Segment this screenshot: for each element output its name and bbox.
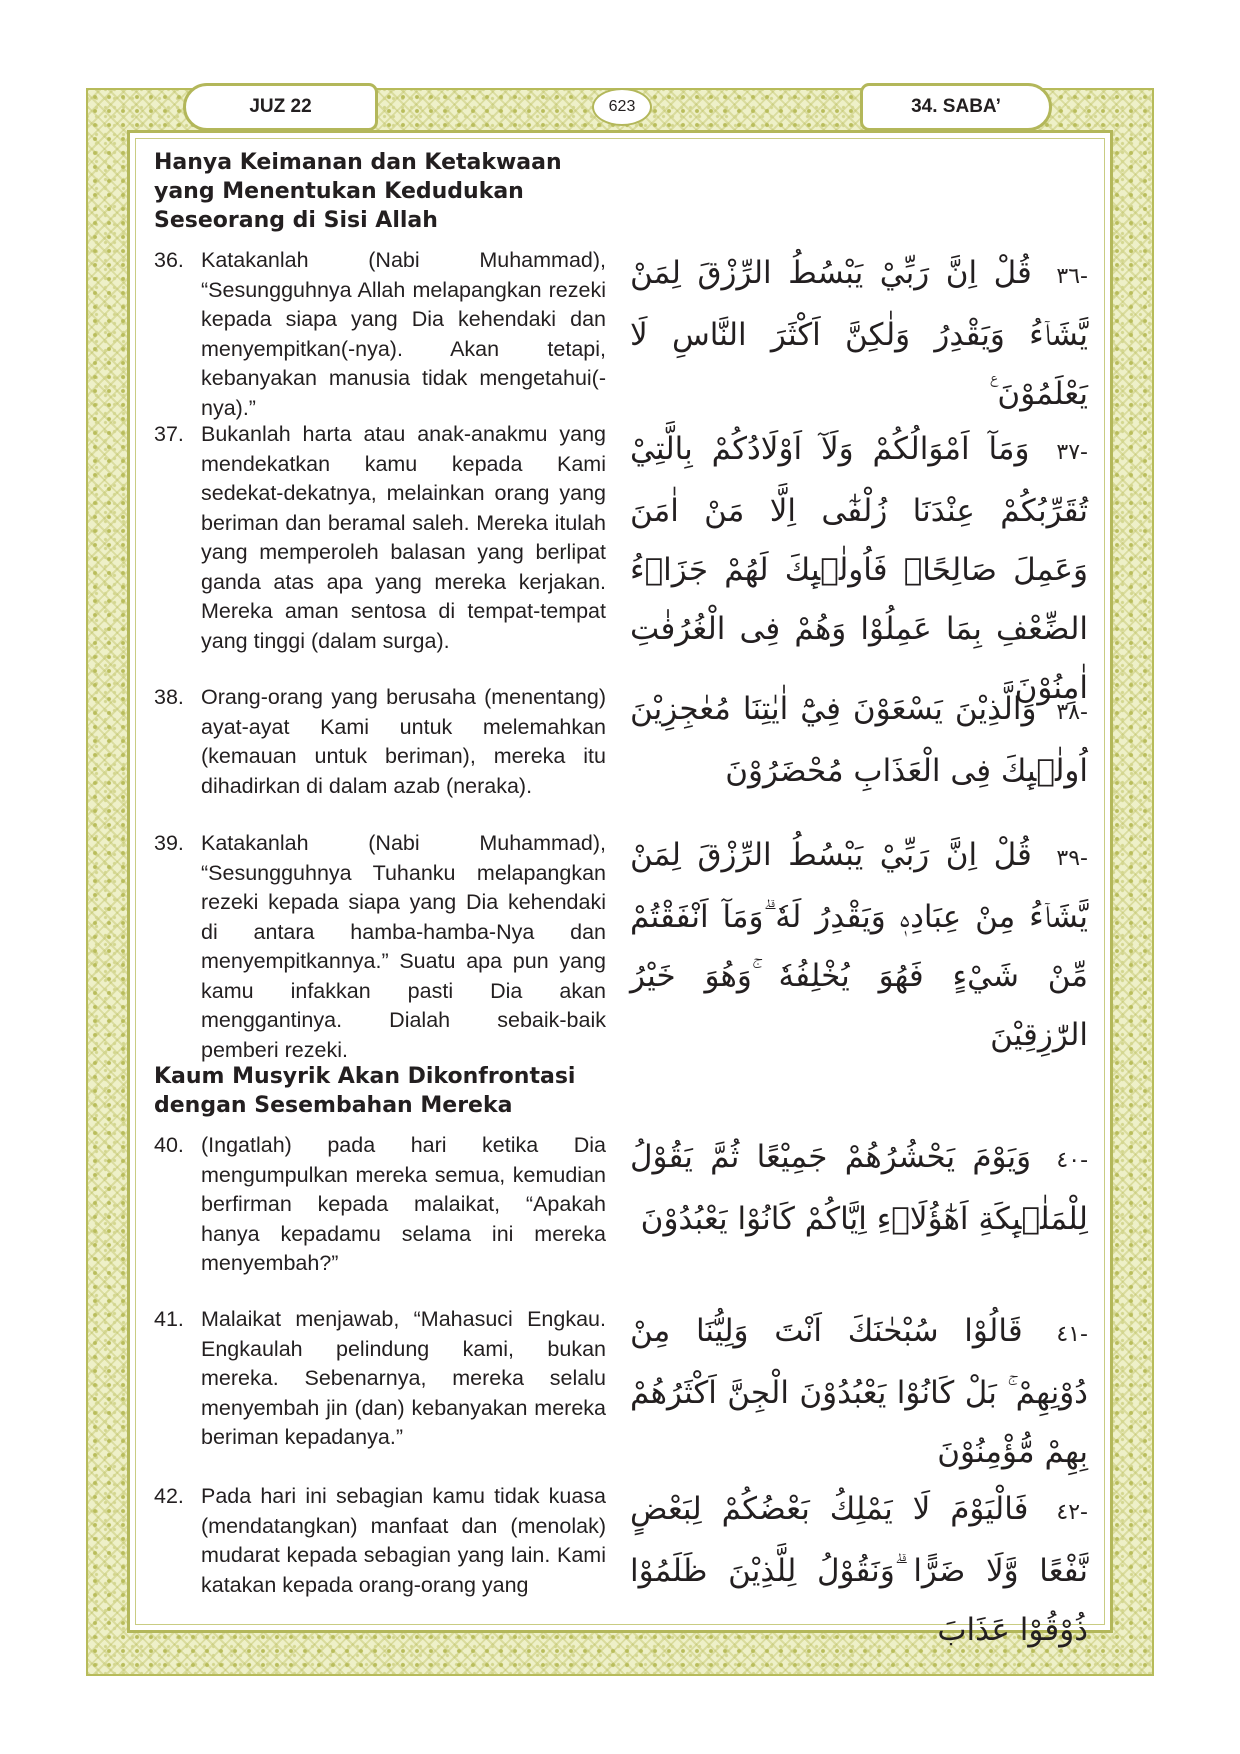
- arabic-verse-number: -٤٢: [1056, 1500, 1088, 1525]
- arabic-text: قَالُوْا سُبْحٰنَكَ اَنْتَ وَلِيُّنَا مِنْ دُوْنِهِمْ ۚ بَلْ كَانُوْا يَعْبُدُوْنَ الْجِنَّ اَكْثَرُهُمْ بِهِمْ مُّؤْمِنُوْنَ: [630, 1313, 1088, 1470]
- arabic-verse-number: -٣٧: [1056, 440, 1088, 465]
- verse-text: Katakanlah (Nabi Muhammad), “Sesungguhnya Allah melapangkan rezeki kepada siapa yang Dia kehendaki dan menyempitkan(-nya). Akan tetapi, kebanyakan manusia tidak mengetahui(-nya).”: [201, 248, 606, 420]
- verse-39-translation: [154, 829, 606, 1065]
- verse-number: 36.: [154, 248, 184, 272]
- verse-number: 42.: [154, 1484, 184, 1508]
- verse-number: 40.: [154, 1133, 184, 1157]
- arabic-text: فَالْيَوْمَ لَا يَمْلِكُ بَعْضُكُمْ لِبَعْضٍ نَّفْعًا وَّلَا ضَرًّا ۗوَنَقُوْلُ لِلَّذِيْنَ ظَلَمُوْا ذُوْقُوْا عَذَابَ: [630, 1491, 1088, 1648]
- verse-41-translation: [154, 1305, 606, 1453]
- verse-42-translation: [154, 1482, 606, 1600]
- verse-text: Orang-orang yang berusaha (menentang) ayat-ayat Kami untuk melemahkan (kemauan untuk beriman), mereka itu dihadirkan di dalam azab (neraka).: [201, 685, 606, 798]
- verse-text: Katakanlah (Nabi Muhammad), “Sesungguhnya Tuhanku melapangkan rezeki kepada siapa yang Dia kehendaki di antara hamba-hamba-Nya dan menyempitkannya.” Suatu apa pun yang kamu infakkan pasti Dia akan menggantinya. Dialah sebaik-baik pemberi rezeki.: [201, 831, 606, 1062]
- juz-label: JUZ 22: [183, 83, 378, 131]
- arabic-text: وَالَّذِيْنَ يَسْعَوْنَ فِيْٓ اٰيٰتِنَا مُعٰجِزِيْنَ اُولٰۤىِٕكَ فِى الْعَذَابِ مُحْضَرُوْنَ: [630, 691, 1088, 789]
- verse-42-arabic: [630, 1480, 1088, 1660]
- surah-label: 34. SABA’: [860, 83, 1052, 131]
- verse-number: 38.: [154, 685, 184, 709]
- verse-40-arabic: [630, 1128, 1088, 1249]
- arabic-verse-number: -٣٦: [1056, 264, 1088, 289]
- verse-40-translation: [154, 1131, 606, 1279]
- section-heading: Kaum Musyrik Akan Dikonfrontasi dengan Sesembahan Mereka: [154, 1064, 576, 1118]
- verse-41-arabic: [630, 1302, 1088, 1482]
- arabic-verse-number: -٣٨: [1056, 700, 1088, 725]
- verse-37-arabic: [630, 420, 1088, 718]
- verse-39-arabic: [630, 826, 1088, 1065]
- verse-38-arabic: [630, 680, 1088, 801]
- verse-number: 41.: [154, 1307, 184, 1331]
- verse-38-translation: [154, 683, 606, 801]
- verse-text: Bukanlah harta atau anak-anakmu yang mendekatkan kamu kepada Kami sedekat-dekatnya, melainkan orang yang beriman dan beramal saleh. Mereka itulah yang memperoleh balasan yang berlipat ganda atas apa yang mereka kerjakan. Mereka aman sentosa di tempat-tempat yang tinggi (dalam surga).: [201, 422, 606, 653]
- verse-text: Malaikat menjawab, “Mahasuci Engkau. Engkaulah pelindung kami, bukan mereka. Sebenarnya, mereka selalu menyembah jin (dan) kebanyakan mereka beriman kepadanya.”: [201, 1307, 606, 1449]
- arabic-text: وَيَوْمَ يَحْشُرُهُمْ جَمِيْعًا ثُمَّ يَقُوْلُ لِلْمَلٰۤىِٕكَةِ اَهٰٓؤُلَاۤءِ اِيَّاكُمْ كَانُوْا يَعْبُدُوْنَ: [630, 1139, 1088, 1237]
- verse-36-arabic: [630, 244, 1088, 424]
- arabic-verse-number: -٤٠: [1056, 1148, 1089, 1173]
- verse-text: (Ingatlah) pada hari ketika Dia mengumpulkan mereka semua, kemudian berfirman kepada malaikat, “Apakah hanya kepadamu selama ini mereka menyembah?”: [201, 1133, 606, 1275]
- arabic-text: وَمَآ اَمْوَالُكُمْ وَلَآ اَوْلَادُكُمْ بِالَّتِيْ تُقَرِّبُكُمْ عِنْدَنَا زُلْفٰٓى اِلَّا مَنْ اٰمَنَ وَعَمِلَ صَالِحًاۙ فَاُولٰۤىِٕكَ لَهُمْ جَزَاۤءُ الضِّعْفِ بِمَا عَمِلُوْا وَهُمْ فِى الْغُرُفٰتِ اٰمِنُوْنَ: [630, 431, 1088, 706]
- arabic-verse-number: -٤١: [1056, 1322, 1088, 1347]
- section-heading: Hanya Keimanan dan Ketakwaan yang Menentukan Kedudukan Seseorang di Sisi Allah: [154, 150, 562, 233]
- verse-text: Pada hari ini sebagian kamu tidak kuasa (mendatangkan) manfaat dan (menolak) mudarat kepada sebagian yang lain. Kami katakan kepada orang-orang yang: [201, 1484, 606, 1597]
- arabic-verse-number: -٣٩: [1056, 846, 1088, 871]
- verse-37-translation: [154, 420, 606, 656]
- verse-36-translation: [154, 246, 606, 423]
- arabic-text: قُلْ اِنَّ رَبِّيْ يَبْسُطُ الرِّزْقَ لِمَنْ يَّشَاۤءُ مِنْ عِبَادِهٖ وَيَقْدِرُ لَهٗ ۗوَمَآ اَنْفَقْتُمْ مِّنْ شَيْءٍ فَهُوَ يُخْلِفُهٗ ۚوَهُوَ خَيْرُ الرّٰزِقِيْنَ: [630, 837, 1088, 1053]
- verse-number: 37.: [154, 422, 184, 446]
- verse-number: 39.: [154, 831, 184, 855]
- arabic-text: قُلْ اِنَّ رَبِّيْ يَبْسُطُ الرِّزْقَ لِمَنْ يَّشَاۤءُ وَيَقْدِرُ وَلٰكِنَّ اَكْثَرَ النَّاسِ لَا يَعْلَمُوْنَ ࣖ: [630, 255, 1088, 412]
- page-number: 623: [592, 88, 652, 126]
